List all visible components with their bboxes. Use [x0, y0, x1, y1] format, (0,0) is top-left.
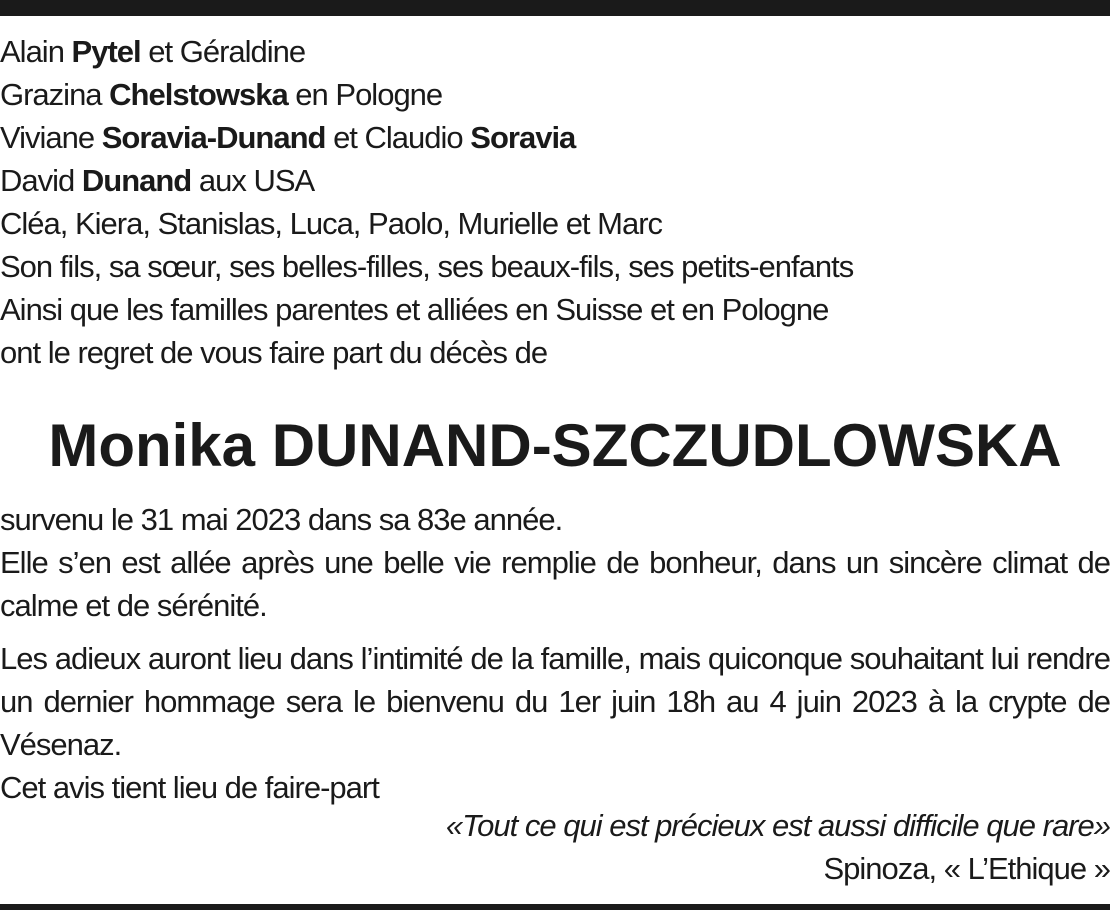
death-date-line: survenu le 31 mai 2023 dans sa 83e année.	[0, 502, 563, 537]
obituary-notice	[0, 30, 1110, 809]
family-line-text: en Pologne	[287, 77, 443, 112]
family-line-text: et Claudio	[325, 120, 471, 155]
bottom-rule	[0, 904, 1110, 910]
family-line-text: ont le regret de vous faire part du décès de	[0, 335, 548, 370]
family-line-text: Viviane	[0, 120, 102, 155]
family-line-text: David	[0, 163, 82, 198]
family-line	[0, 30, 1110, 73]
notice-line: Cet avis tient lieu de faire-part	[0, 770, 379, 805]
family-line	[0, 202, 1110, 245]
family-line-text: Grazina	[0, 77, 110, 112]
quote-source: Spinoza, « L’Ethique »	[823, 851, 1110, 886]
family-line-text: Cléa, Kiera, Stanislas, Luca, Paolo, Murielle et Marc	[0, 206, 663, 241]
family-line-text: Ainsi que les familles parentes et alliées en Suisse et en Pologne	[0, 292, 829, 327]
family-line	[0, 331, 1110, 374]
family-line	[0, 73, 1110, 116]
family-line-text: Son fils, sa sœur, ses belles-filles, ses beaux-fils, ses petits-enfants	[0, 249, 854, 284]
deceased-name: Monika DUNAND-SZCZUDLOWSKA	[48, 412, 1062, 479]
quote-text: «Tout ce qui est précieux est aussi difficile que rare»	[445, 808, 1110, 843]
family-line	[0, 159, 1110, 202]
tribute-paragraph: Elle s’en est allée après une belle vie remplie de bonheur, dans un sincère climat de calme et de sérénité.	[0, 545, 1110, 623]
family-line	[0, 116, 1110, 159]
family-line-surname: Soravia	[470, 120, 576, 155]
family-line	[0, 245, 1110, 288]
family-line-text: et Géraldine	[140, 34, 306, 69]
family-list	[0, 30, 1110, 374]
top-rule	[0, 0, 1110, 16]
family-line-surname: Chelstowska	[109, 77, 288, 112]
farewell-paragraph: Les adieux auront lieu dans l’intimité de la famille, mais quiconque souhaitant lui rendre un dernier hommage sera le bienvenu du 1er juin 18h au 4 juin 2023 à la crypte de Vésenaz.	[0, 641, 1110, 762]
family-line	[0, 288, 1110, 331]
family-line-surname: Dunand	[81, 163, 192, 198]
family-line-text: Alain	[0, 34, 72, 69]
family-line-text: aux USA	[191, 163, 315, 198]
quote-block	[0, 804, 1110, 890]
family-line-surname: Soravia-Dunand	[101, 120, 326, 155]
paragraph-gap	[0, 627, 1110, 637]
family-line-surname: Pytel	[71, 34, 141, 69]
